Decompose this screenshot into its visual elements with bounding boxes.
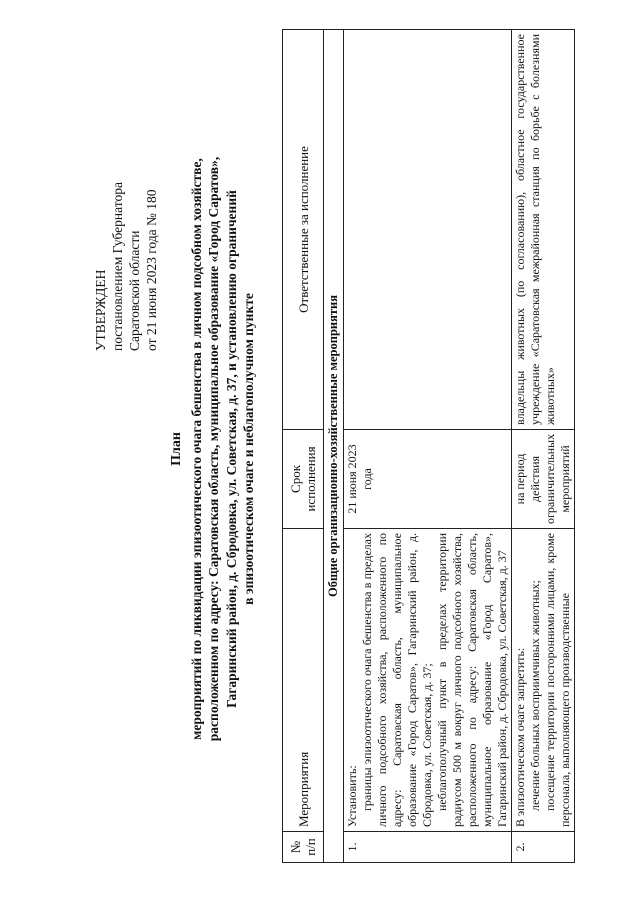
row-measure: [512, 529, 575, 832]
approval-line: от 21 июня 2023 года № 180: [144, 189, 159, 351]
title-line: Гагаринский район, д. Сбродовка, ул. Советская, д. 37, и установлению ограничений: [223, 190, 239, 708]
header-number: № п/п: [283, 832, 324, 863]
measure-intro: Установить:: [345, 765, 359, 827]
measure-paragraph: лечение больных восприимчивых животных;: [528, 580, 542, 811]
title-line: в эпизоотическом очаге и неблагополучном пункте: [241, 293, 256, 605]
table-header-row: [283, 30, 324, 863]
measures-table: [282, 29, 575, 863]
document-title: [168, 29, 258, 869]
header-term: Срок исполнения: [283, 429, 324, 528]
title-line: расположенном по адресу: Саратовская область, муниципальное образование «Город Саратов»,: [206, 156, 221, 742]
title-line: мероприятий по ликвидации эпизоотического очага бешенства в личном подсобном хозяйстве,: [188, 158, 204, 740]
row-responsible: владельцы животных (по согласованию), областное государственное учреждение «Саратовская межрайонная станция по борьбе с болезнями животных»: [512, 30, 575, 430]
approval-line: постановлением Губернатора: [110, 182, 125, 351]
title-heading: План: [169, 432, 184, 466]
header-responsible: Ответственные за исполнение: [283, 30, 324, 430]
measure-paragraph: границы эпизоотического очага бешенства в пределах личного подсобного хозяйства, расположенного по адресу: Саратовская область, муниципальное образование «Город Саратов», Гагаринский район, д. Сбродовка, ул. Советская, д. 37;: [360, 533, 434, 827]
table-row: [344, 30, 512, 863]
approval-line: Саратовской области: [127, 230, 142, 351]
row-measure: [344, 529, 512, 832]
approval-line: УТВЕРЖДЕН: [93, 269, 108, 351]
table-row: [512, 30, 575, 863]
row-number: 1.: [344, 832, 512, 863]
row-term: 21 июня 2023 года: [344, 429, 512, 528]
measure-paragraph: неблагополучный пункт в пределах территории радиусом 500 м вокруг личного подсобного хозяйства, расположенного по адресу: Саратовская область, муниципальное образование «Город Саратов», Гагаринский район, д. Сбродовка, ул. Советская, д. 37: [435, 533, 509, 827]
row-number: 2.: [512, 832, 575, 863]
measure-intro: В эпизоотическом очаге запретить:: [513, 647, 527, 827]
section-row: [324, 30, 344, 863]
header-measures: Мероприятия: [283, 529, 324, 832]
measure-paragraph: посещение территории посторонними лицами, кроме персонала, выполняющего производственные: [543, 533, 572, 827]
section-title: Общие организационно-хозяйственные мероприятия: [324, 30, 344, 863]
row-responsible: [344, 30, 512, 430]
approval-stamp: [92, 71, 160, 351]
row-term: на период действия ограничительных мероприятий: [512, 429, 575, 528]
